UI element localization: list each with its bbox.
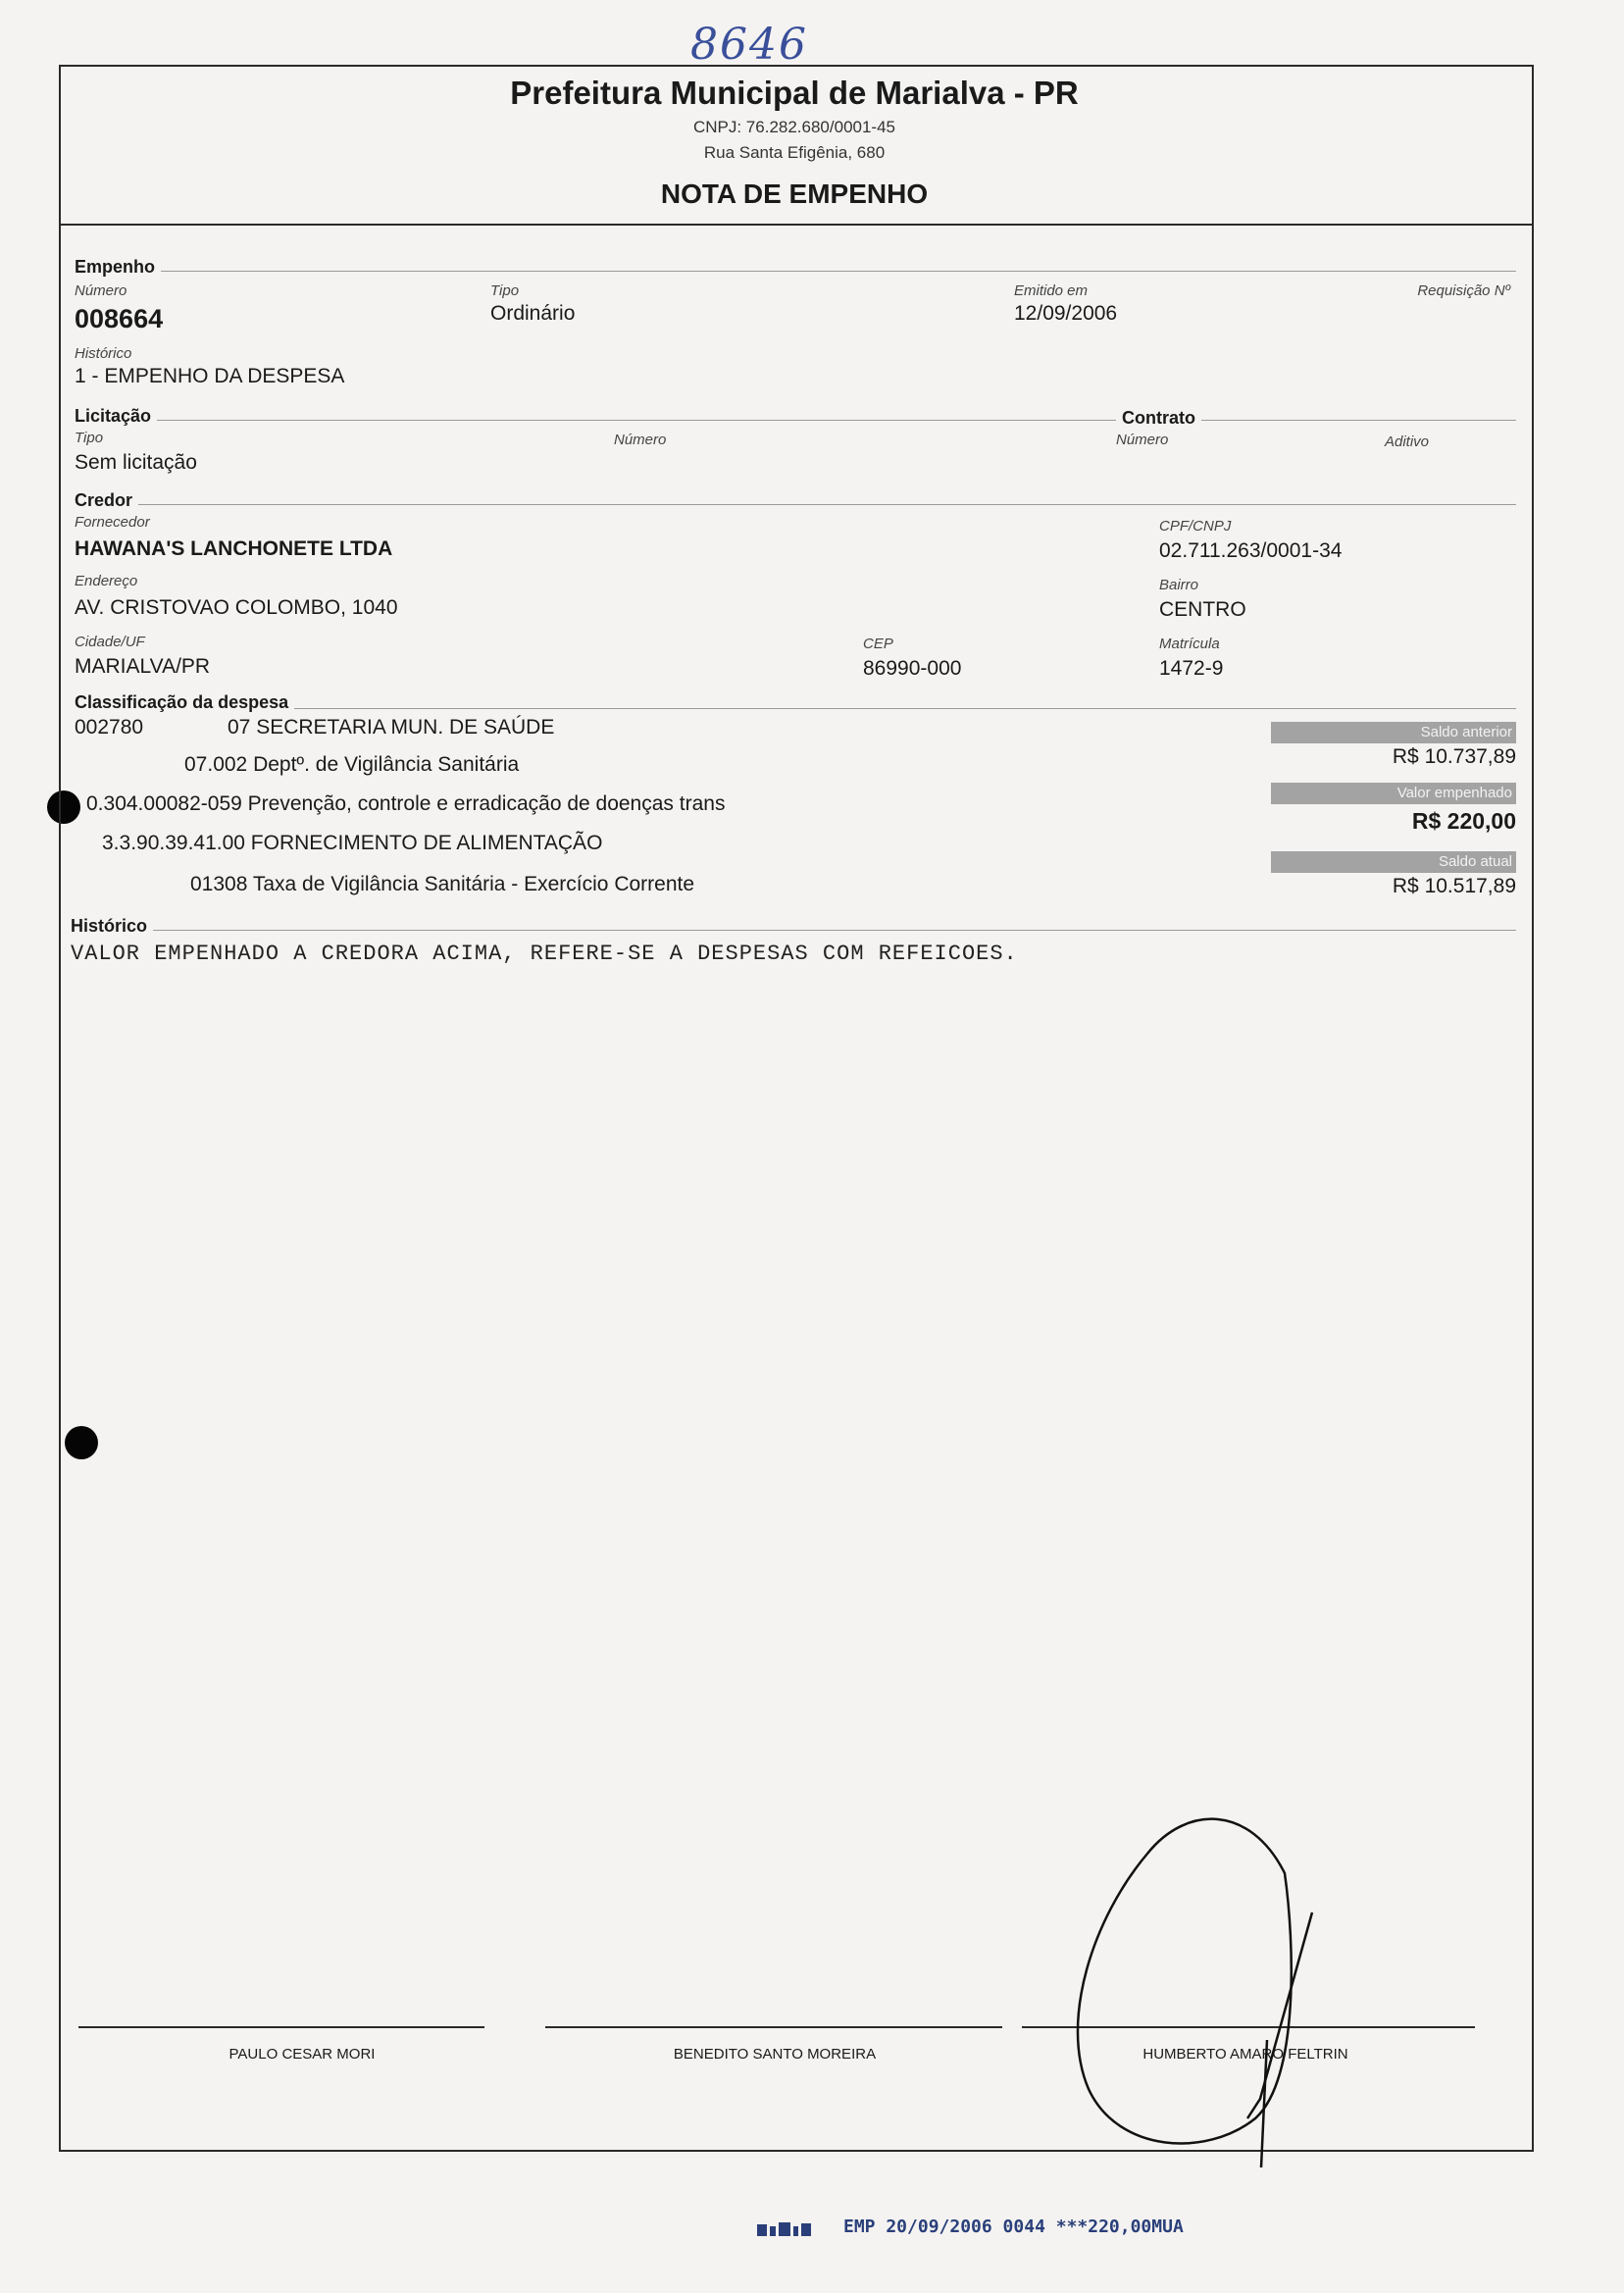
cep-value: 86990-000 <box>863 657 962 680</box>
saldo-atual-label: Saldo atual <box>1271 851 1516 873</box>
credor-section-title: Credor <box>75 490 138 511</box>
empenho-rule <box>75 271 1516 272</box>
contrato-aditivo-label: Aditivo <box>1385 433 1430 450</box>
empenho-emitido-date: 12/09/2006 <box>1014 302 1118 325</box>
fornecedor-label: Fornecedor <box>75 514 150 531</box>
endereco-value: AV. CRISTOVAO COLOMBO, 1040 <box>75 596 398 619</box>
historico-rule <box>75 930 1516 931</box>
cep-label: CEP <box>863 636 893 652</box>
fornecedor-name: HAWANA'S LANCHONETE LTDA <box>75 537 393 560</box>
licitacao-tipo: Sem licitação <box>75 451 197 474</box>
saldo-anterior-label: Saldo anterior <box>1271 722 1516 743</box>
org-cnpj: CNPJ: 76.282.680/0001-45 <box>692 118 896 136</box>
bairro-label: Bairro <box>1159 577 1199 593</box>
stamp-barcode-mark <box>757 2220 812 2238</box>
cpf-cnpj-value: 02.711.263/0001-34 <box>1159 539 1343 562</box>
licitacao-rule <box>75 420 1516 421</box>
historico-section-title: Histórico <box>71 916 153 937</box>
empenho-numero-label: Número <box>75 282 127 299</box>
header-divider <box>59 224 1532 226</box>
valor-empenhado-label: Valor empenhado <box>1271 783 1516 804</box>
signature-line-2 <box>545 2026 1002 2028</box>
empenho-historico: 1 - EMPENHO DA DESPESA <box>75 365 345 387</box>
valor-empenhado-value: R$ 220,00 <box>1411 808 1516 834</box>
signatory-2: BENEDITO SANTO MOREIRA <box>673 2046 877 2063</box>
empenho-section-title: Empenho <box>75 257 161 278</box>
historico-text: VALOR EMPENHADO A CREDORA ACIMA, REFERE-SE A DESPESAS COM REFEICOES. <box>71 942 1018 966</box>
cidade-label: Cidade/UF <box>75 634 145 650</box>
credor-rule <box>75 504 1516 505</box>
empenho-tipo-label: Tipo <box>490 282 520 299</box>
requisicao-label: Requisição Nº <box>1417 282 1510 299</box>
cpf-cnpj-label: CPF/CNPJ <box>1159 518 1232 535</box>
licitacao-numero-label: Número <box>614 432 667 448</box>
empenho-emitido-label: Emitido em <box>1014 282 1089 299</box>
classificacao-section-title: Classificação da despesa <box>75 692 294 713</box>
org-name: Prefeitura Municipal de Marialva - PR <box>510 75 1079 111</box>
classificacao-unidade: 07.002 Deptº. de Vigilância Sanitária <box>184 753 520 776</box>
classificacao-code: 002780 <box>75 716 144 739</box>
matricula-value: 1472-9 <box>1159 657 1224 680</box>
licitacao-section-title: Licitação <box>75 406 157 427</box>
signatory-1: PAULO CESAR MORI <box>228 2046 376 2063</box>
saldo-atual-value: R$ 10.517,89 <box>1392 875 1516 897</box>
classificacao-elemento: 3.3.90.39.41.00 FORNECIMENTO DE ALIMENTAÇÃO <box>102 832 603 854</box>
empenho-numero: 008664 <box>75 304 164 333</box>
handwritten-page-number: 8646 <box>690 20 808 70</box>
payment-stamp: EMP 20/09/2006 0044 ***220,00MUA <box>843 2217 1184 2237</box>
bairro-value: CENTRO <box>1159 598 1246 621</box>
contrato-numero-label: Número <box>1116 432 1169 448</box>
licitacao-tipo-label: Tipo <box>75 430 104 446</box>
signature-line-1 <box>78 2026 484 2028</box>
cidade-value: MARIALVA/PR <box>75 655 211 678</box>
signatory-3: HUMBERTO AMARO FELTRIN <box>1142 2046 1348 2063</box>
classificacao-recurso: 01308 Taxa de Vigilância Sanitária - Exercício Corrente <box>190 873 695 895</box>
classificacao-funcional: 0.304.00082-059 Prevenção, controle e erradicação de doenças trans <box>86 792 726 815</box>
handwritten-signature <box>1040 1795 1334 2177</box>
empenho-historico-label: Histórico <box>75 345 132 362</box>
empenho-tipo: Ordinário <box>490 302 576 325</box>
endereco-label: Endereço <box>75 573 138 589</box>
contrato-section-title: Contrato <box>1116 408 1201 429</box>
saldo-anterior-value: R$ 10.737,89 <box>1392 745 1516 768</box>
classificacao-orgao: 07 SECRETARIA MUN. DE SAÚDE <box>228 716 555 739</box>
document-title: NOTA DE EMPENHO <box>660 178 929 209</box>
org-address: Rua Santa Efigênia, 680 <box>703 143 886 162</box>
matricula-label: Matrícula <box>1159 636 1220 652</box>
